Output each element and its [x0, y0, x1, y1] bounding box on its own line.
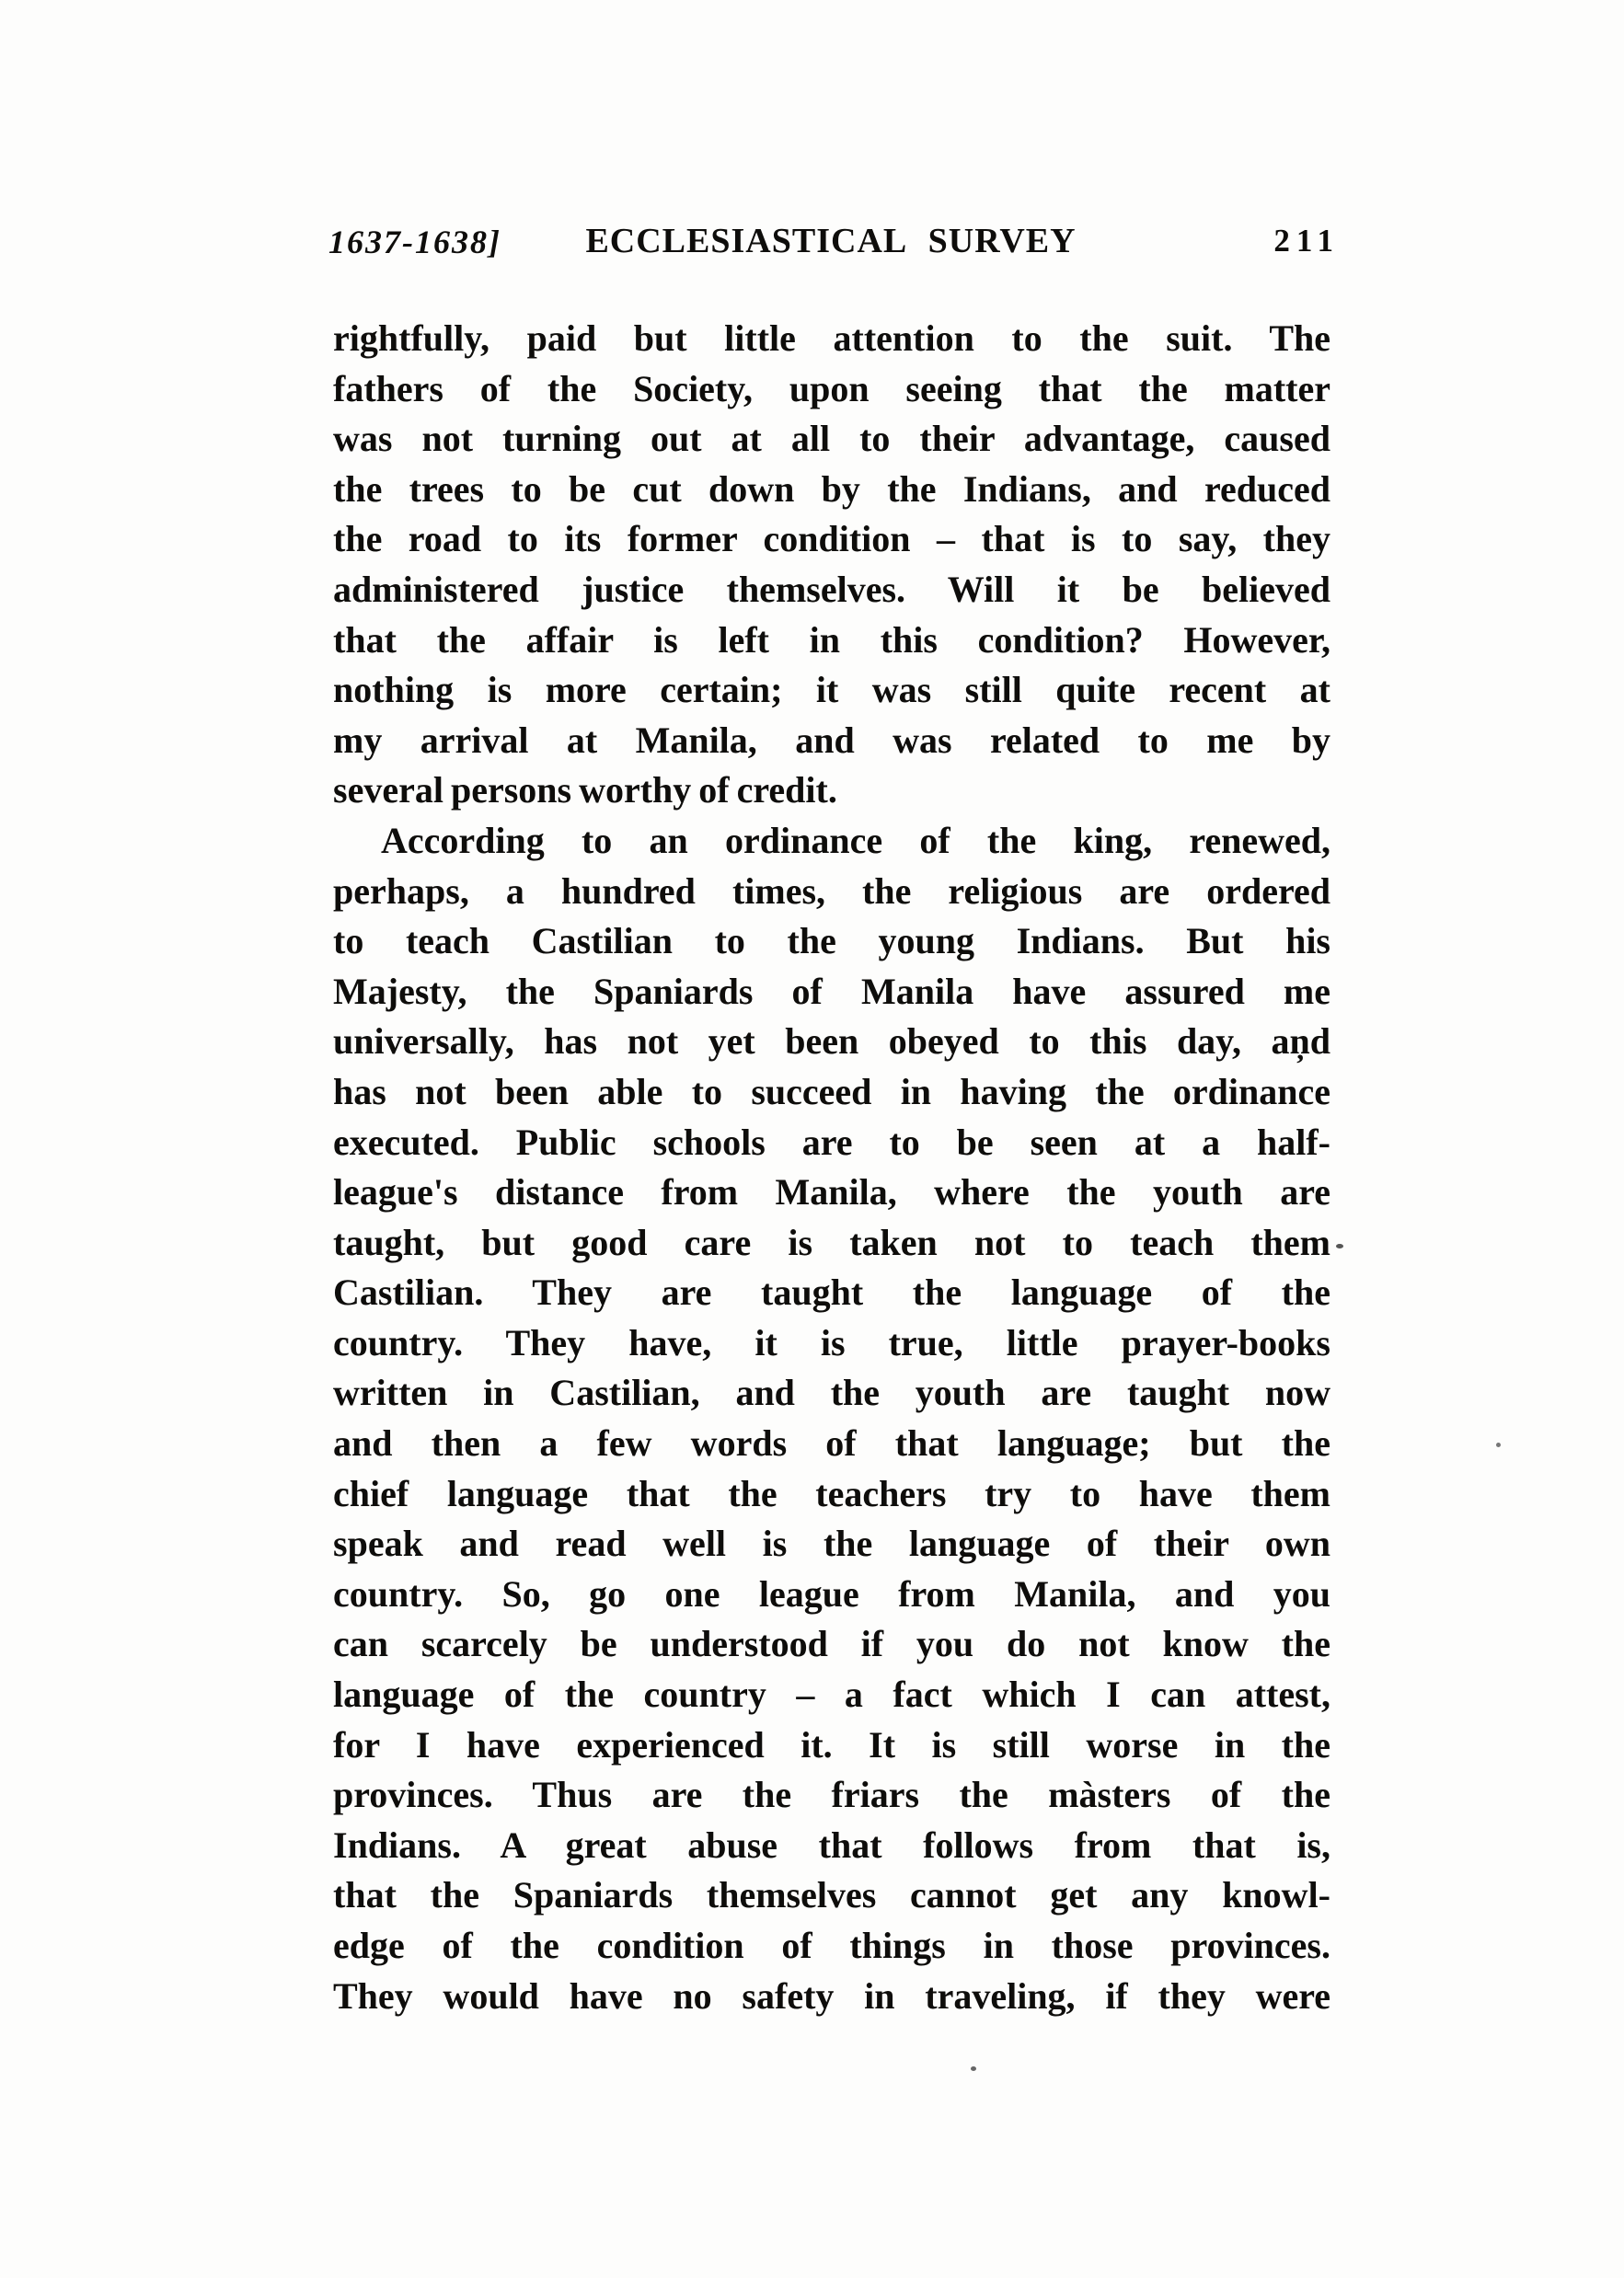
text-line: that the affair is left in this condition? However,	[333, 618, 1330, 661]
running-header	[328, 221, 1340, 265]
header-title: ECCLESIASTICAL SURVEY	[585, 222, 1077, 260]
text-line: administered justice themselves. Will it be believed	[333, 568, 1330, 610]
text-line: my arrival at Manila, and was related to me by	[333, 719, 1330, 761]
text-line: was not turning out at all to their advantage, caused	[333, 418, 1330, 460]
header-page-number: 211	[1273, 223, 1340, 259]
text-line: They would have no safety in traveling, if they were	[333, 1974, 1330, 2017]
text-line: Majesty, the Spaniards of Manila have assured me	[333, 970, 1330, 1012]
text-line: several persons worthy of credit.	[333, 769, 837, 811]
text-line: provinces. Thus are the friars the màsters of the	[333, 1774, 1330, 1816]
stray-mark	[1496, 1443, 1501, 1447]
text-line: nothing is more certain; it was still quite recent at	[333, 669, 1330, 711]
text-line: that the Spaniards themselves cannot get any knowl-	[333, 1874, 1330, 1916]
text-line: Indians. A great abuse that follows from that is,	[333, 1824, 1330, 1866]
text-line: written in Castilian, and the youth are taught now	[333, 1372, 1330, 1414]
text-line: league's distance from Manila, where the youth are	[333, 1171, 1330, 1214]
text-line: country. They have, it is true, little prayer-books	[333, 1321, 1330, 1363]
text-line: edge of the condition of things in those provinces.	[333, 1925, 1330, 1966]
text-line: speak and read well is the language of their own	[333, 1523, 1330, 1565]
text-line: country. So, go one league from Manila, and you	[333, 1572, 1330, 1615]
text-line: can scarcely be understood if you do not know the	[333, 1623, 1330, 1665]
text-line: to teach Castilian to the young Indians. But his	[333, 920, 1330, 962]
text-line: executed. Public schools are to be seen at a half-	[333, 1121, 1330, 1163]
header-date-range: 1637-1638]	[328, 224, 501, 260]
text-line: has not been able to succeed in having the ordinance	[333, 1070, 1330, 1112]
text-line: the road to its former condition – that is to say, they	[333, 518, 1330, 560]
text-line: According to an ordinance of the king, renewed,	[381, 819, 1330, 861]
text-line: perhaps, a hundred times, the religious are ordered	[333, 869, 1330, 912]
text-line: and then a few words of that language; but the	[333, 1422, 1330, 1465]
text-line: fathers of the Society, upon seeing that the matter	[333, 367, 1330, 409]
text-line: chief language that the teachers try to have them	[333, 1472, 1330, 1514]
text-line: language of the country – a fact which I can attest,	[333, 1674, 1330, 1716]
stray-mark	[1336, 1244, 1343, 1248]
text-line: universally, has not yet been obeyed to this day, aņd	[333, 1020, 1330, 1063]
text-line: taught, but good care is taken not to teach them	[333, 1221, 1330, 1263]
text-line: the trees to be cut down by the Indians, and reduced	[333, 467, 1330, 510]
text-line: rightfully, paid but little attention to the suit. The	[333, 317, 1330, 359]
page-text	[333, 314, 1330, 2021]
stray-mark	[971, 2066, 976, 2071]
text-line: Castilian. They are taught the language of the	[333, 1271, 1330, 1314]
text-line: for I have experienced it. It is still worse in the	[333, 1723, 1330, 1766]
